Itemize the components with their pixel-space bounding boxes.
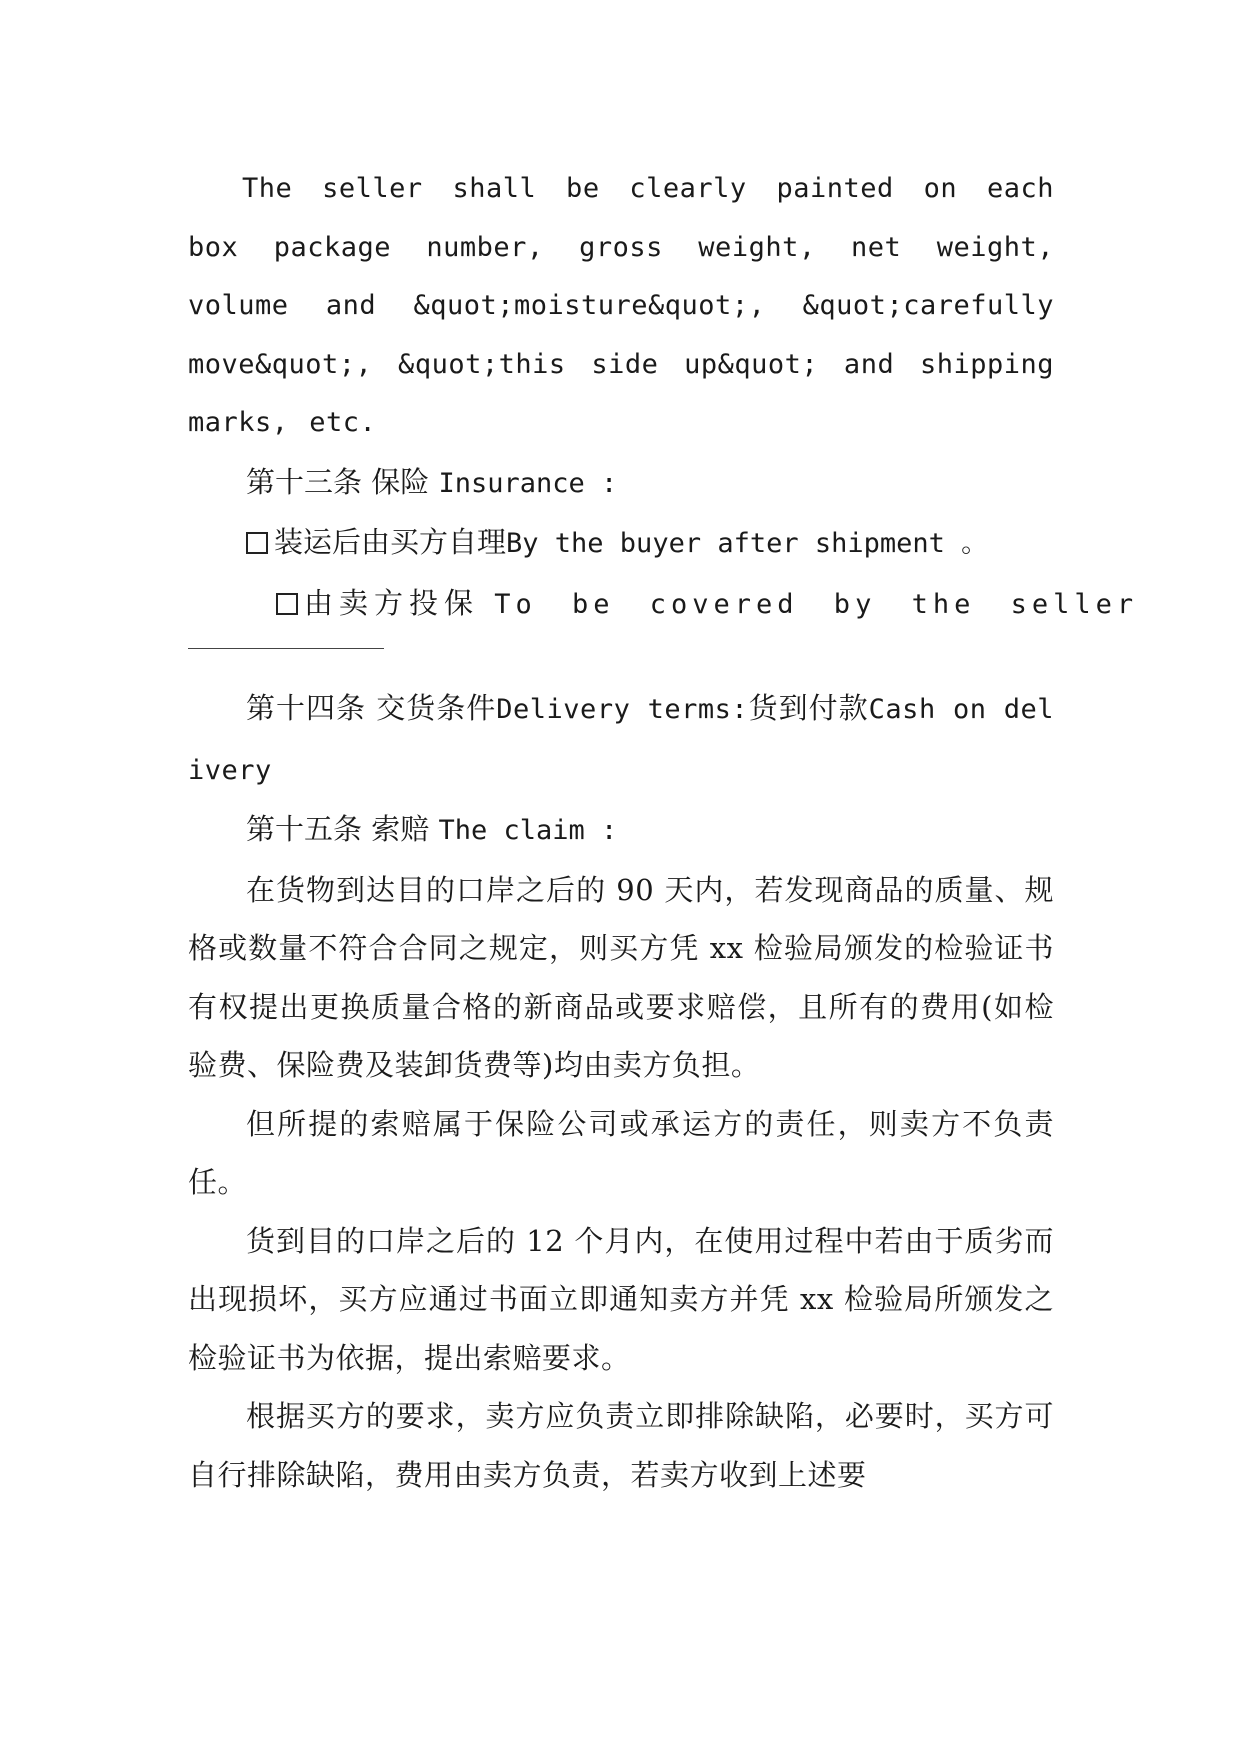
claim-paragraph-2: 但所提的索赔属于保险公司或承运方的责任，则卖方不负责任。 bbox=[188, 1106, 1054, 1199]
document-body bbox=[188, 160, 1139, 1504]
article-14-paragraph bbox=[188, 679, 1054, 800]
article-14-title-cn: 第十四条 交货条件 bbox=[246, 691, 497, 725]
article-13-title-en: Insurance : bbox=[438, 467, 618, 499]
article-13-heading bbox=[188, 453, 1054, 514]
checkbox-icon[interactable] bbox=[246, 532, 268, 554]
insurance-option-seller bbox=[188, 574, 1139, 635]
claim-paragraph-4: 根据买方的要求，卖方应负责立即排除缺陷，必要时，买方可自行排除缺陷，费用由卖方负责，若卖方收到上述要 bbox=[188, 1399, 1054, 1492]
claim-paragraph-3: 货到目的口岸之后的 12 个月内，在使用过程中若由于质劣而出现损坏，买方应通过书面立即通知卖方并凭 xx 检验局所颁发之检验证书为依据，提出索赔要求。 bbox=[188, 1223, 1054, 1375]
article-14-term-cn: 货到付款 bbox=[748, 691, 869, 725]
fill-in-blank-line bbox=[188, 648, 384, 649]
article-14-term-en: Cash on delivery bbox=[188, 694, 1054, 786]
marking-paragraph: The seller shall be clearly painted on each box package number, gross weight, net weight, volume and &quot;moisture&quot;, &quot;carefully move&quot;, &quot;this side up&quot; and shipping marks, etc. bbox=[188, 173, 1054, 438]
insurance-option-buyer bbox=[188, 513, 1054, 574]
article-15-heading bbox=[188, 800, 1054, 861]
article-14-title-en: Delivery terms: bbox=[496, 694, 749, 725]
claim-paragraph-1: 在货物到达目的口岸之后的 90 天内，若发现商品的质量、规格或数量不符合合同之规定，则买方凭 xx 检验局颁发的检验证书有权提出更换质量合格的新商品或要求赔偿，且所有的费用(如检验费、保险费及装卸货费等)均由卖方负担。 bbox=[188, 872, 1054, 1082]
option-buyer-en: By the buyer after shipment 。 bbox=[506, 528, 989, 559]
article-15-title-en: The claim : bbox=[438, 815, 618, 846]
option-seller-cn: 由卖方投保 bbox=[304, 585, 480, 620]
option-seller-en: To be covered by the seller bbox=[494, 588, 1139, 620]
article-13-title-cn: 第十三条 保险 bbox=[246, 464, 430, 499]
option-buyer-cn: 装运后由买方自理 bbox=[274, 525, 507, 559]
checkbox-icon[interactable] bbox=[276, 593, 298, 615]
article-15-title-cn: 第十五条 索赔 bbox=[246, 812, 430, 846]
